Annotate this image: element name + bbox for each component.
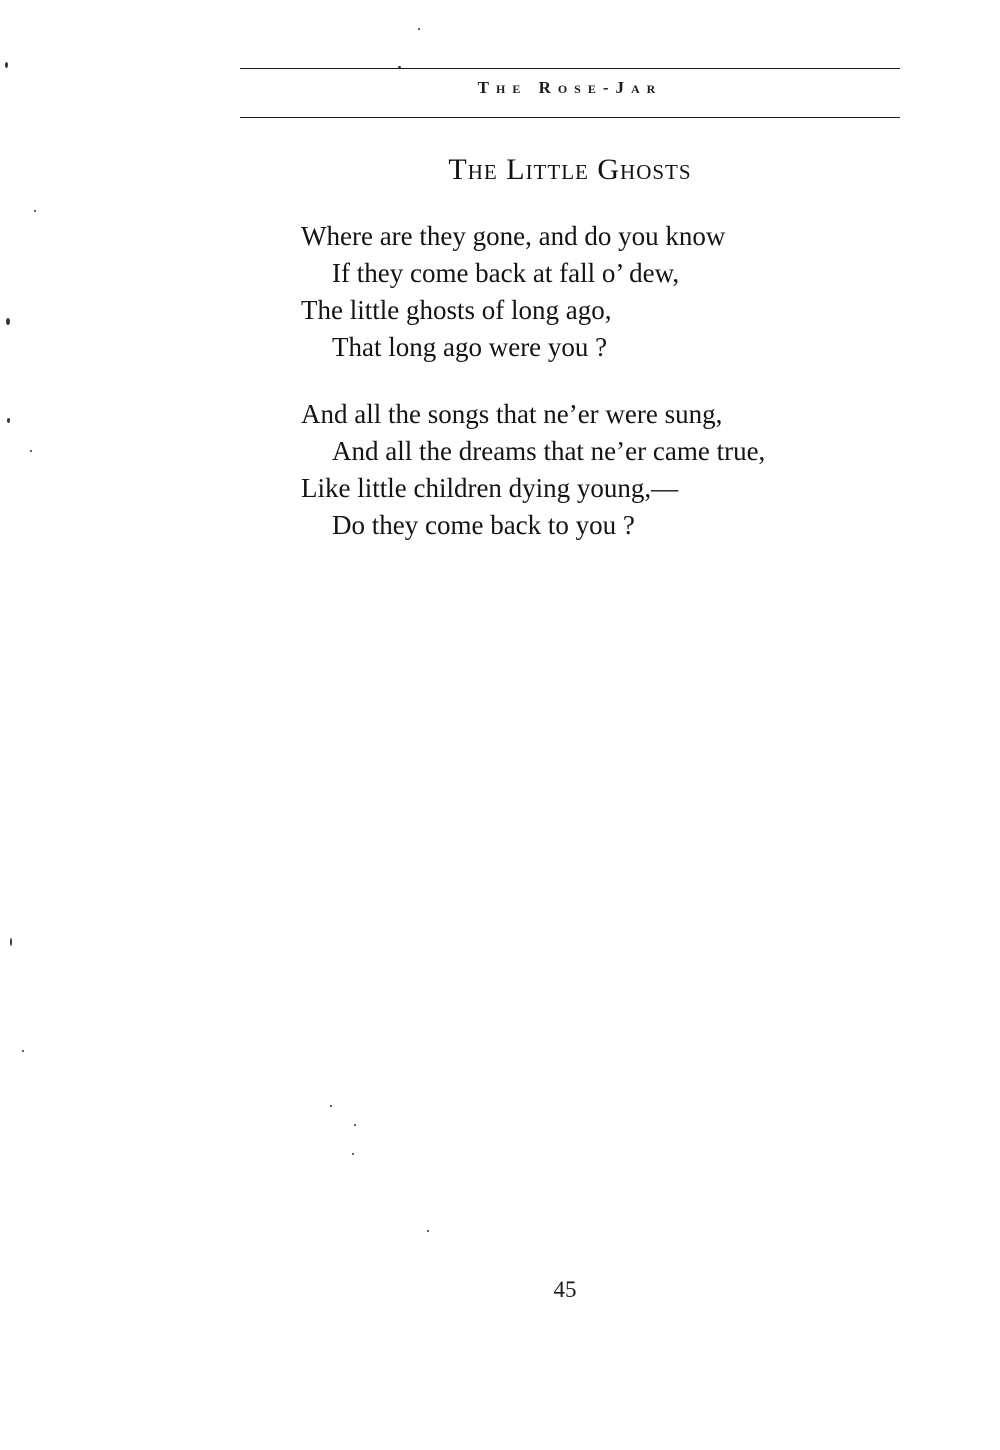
scan-speck	[30, 450, 32, 452]
scan-speck	[6, 318, 10, 325]
scan-speck	[427, 1230, 429, 1232]
scan-speck	[7, 418, 10, 423]
poem-line: The little ghosts of long ago,	[301, 295, 612, 325]
stanza-2	[301, 396, 901, 544]
scan-speck	[10, 938, 12, 946]
scan-speck	[352, 1153, 354, 1155]
poem-line: Like little children dying young,—	[301, 473, 679, 503]
header-rule-bottom	[240, 117, 900, 118]
stanza-1	[301, 218, 901, 366]
poem-line: That long ago were you ?	[332, 332, 608, 362]
scan-speck	[5, 62, 8, 68]
scan-speck	[34, 210, 36, 212]
scan-speck	[354, 1124, 356, 1126]
scan-speck	[22, 1050, 24, 1052]
poem-line: And all the dreams that ne’er came true,	[332, 436, 766, 466]
header-rule-top	[240, 68, 900, 69]
running-head: The Rose-Jar	[477, 78, 663, 97]
scan-speck	[330, 1105, 332, 1107]
poem-line: Do they come back to you ?	[332, 510, 635, 540]
poem-line: Where are they gone, and do you know	[301, 221, 726, 251]
scan-speck	[418, 28, 420, 30]
poem-line: If they come back at fall o’ dew,	[332, 258, 680, 288]
poem-title: The Little Ghosts	[448, 153, 692, 186]
poem-line: And all the songs that ne’er were sung,	[301, 399, 723, 429]
page-number: 45	[553, 1277, 577, 1302]
scan-speck	[398, 66, 401, 68]
